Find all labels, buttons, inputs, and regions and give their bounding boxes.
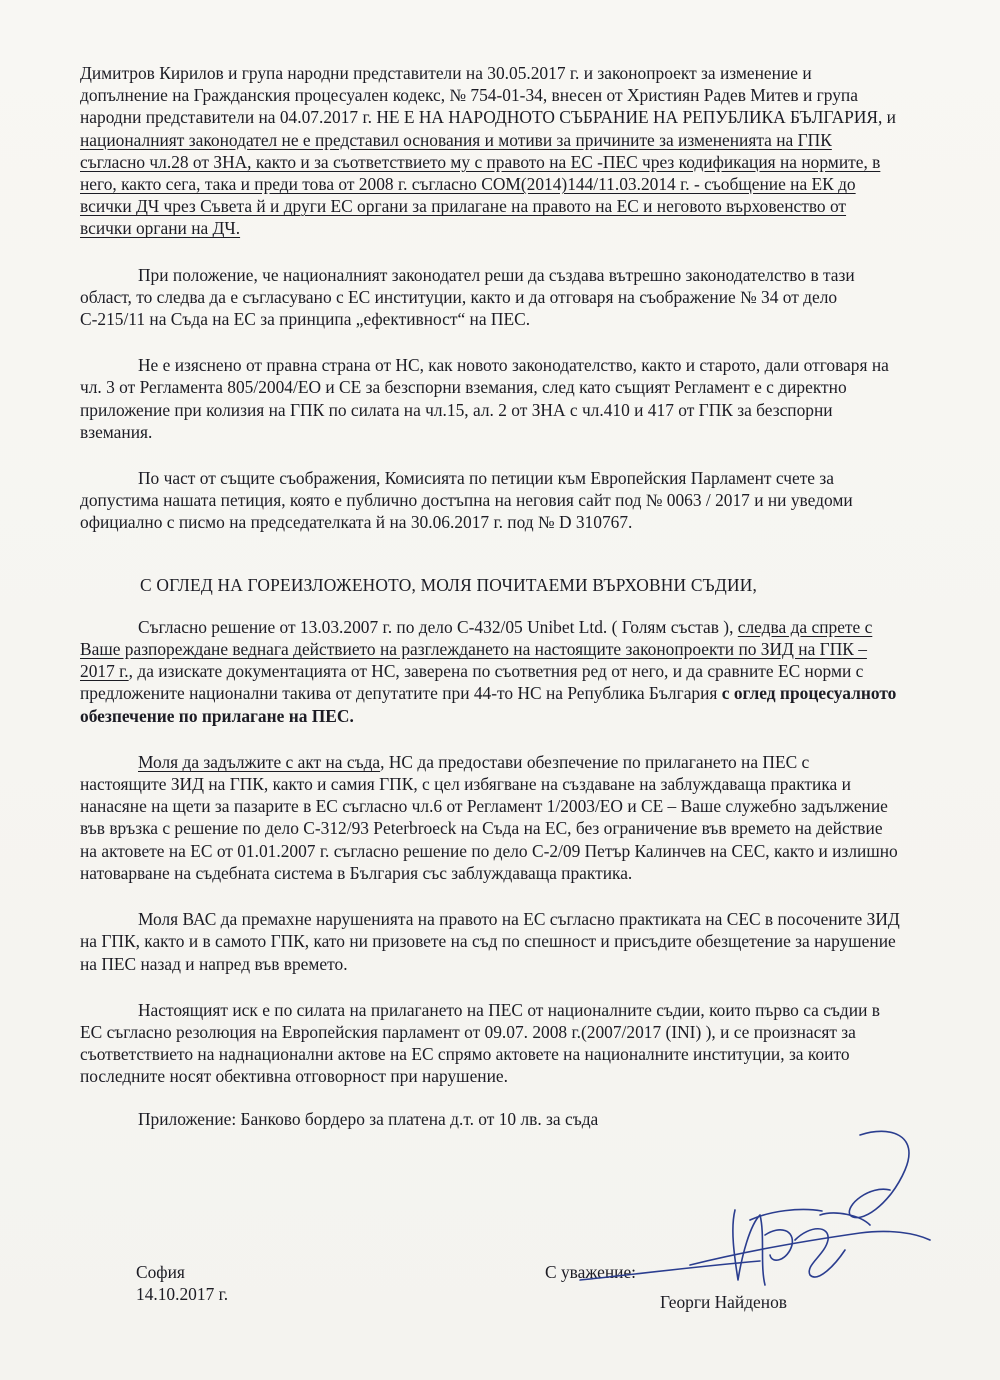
paragraph-5-text: Съгласно решение от 13.03.2007 г. по дело С-432/05 Unibet Ltd. ( Голям състав ),: [138, 616, 738, 637]
paragraph-2: При положение, че националният законодател реши да създава вътрешно законодателство в тази област, то следва да е съгласувано с ЕС институции, както и да отговаря на съображение № 34 от дело С-215/11 на Съда на ЕС за принципа „ефективност“ на ПЕС.: [80, 264, 855, 330]
handwritten-signature: [560, 1115, 940, 1315]
city: София: [136, 1262, 185, 1282]
paragraph-3: Не е изяснено от правна страна от НС, как новото законодателство, както и старото, дали отговаря на чл. 3 от Регламента 805/2004/ЕО и СЕ за безспорни вземания, след като същият Регламент е с директно приложение при колизия на ГПК по силата на чл.15, ал. 2 от ЗНА с чл.410 и 417 от ГПК за безспорни вземания.: [80, 355, 889, 442]
request-heading: С ОГЛЕД НА ГОРЕИЗЛОЖЕНОТО, МОЛЯ ПОЧИТАЕМИ ВЪРХОВНИ СЪДИИ,: [140, 574, 758, 595]
paragraph-1-underlined: националният законодател не е представил основания и мотиви за причините за измененията на ГПК съгласно чл.28 от ЗНА, както и за съответствието му с правото на ЕС -ПЕС чрез кодификация на нормите, в него, както сега, така и преди това от 2008 г. съгласно COM(2014)144/11.03.2014 г. - съобщение на ЕК до всички ДЧ чрез Съвета й и други ЕС органи за прилагане на правото на ЕС и неговото върховенство от всички органи на ДЧ.: [80, 129, 881, 239]
document-body: [80, 62, 900, 1130]
paragraph-6-text: , НС да предостави обезпечение по прилагането на ПЕС с настоящите ЗИД на ГПК, както и самия ГПК, с цел избягване на създаване на заблуждаваща практика и нанасяне на щети за пазарите в ЕС съгласно чл.6 от Регламент 1/2003/ЕО и СЕ – Ваше служебно задължение във връзка с решение по дело С-312/93 Peterbroeck на Съда на ЕС, без ограничение във времето на действие на актовете на ЕС от 01.01.2007 г. съгласно решение по дело С-2/09 Петър Калинчев на СЕС, както и излишно натоварване на съдебната система в България със заблуждаваща практика.: [80, 751, 898, 883]
paragraph-5-text-2: , да изискате документацията от НС, заверена по съответния ред от него, и да сравните ЕС норми с предложените национални такива от депутатите при 44-то НС на Република България: [80, 661, 864, 704]
paragraph-5: [80, 616, 900, 727]
paragraph-6: [80, 751, 900, 884]
attachment-line: Приложение: Банково бордеро за платена д.т. от 10 лв. за съда: [138, 1108, 599, 1129]
paragraph-4: По част от същите съображения, Комисията по петиции към Европейския Парламент счете за допустима нашата петиция, която е публично достъпна на неговия сайт под № 0063 / 2017 и ни уведоми официално с писмо на председателката й на 30.06.2017 г. под № D 310767.: [80, 468, 853, 533]
paragraph-1: [80, 62, 900, 240]
regards: С уважение:: [545, 1262, 637, 1282]
paragraph-5-bold: с оглед процесуалното обезпечение по прилагане на ПЕС.: [80, 683, 897, 726]
date: 14.10.2017 г.: [136, 1284, 229, 1304]
paragraph-7: Моля ВАС да премахне нарушенията на правото на ЕС съгласно практиката на СЕС в посочените ЗИД на ГПК, както и в самото ГПК, като ни призовете на съд по спешност и присъдите обезщетение за нарушение на ПЕС назад и напред във времето.: [80, 909, 900, 974]
paragraph-1-text: Димитров Кирилов и група народни представители на 30.05.2017 г. и законопроект за изменение и допълнение на Гражданския процесуален кодекс, № 754-01-34, внесен от Християн Радев Митев и група народни представители на 04.07.2017 г. НЕ Е НА НАРОДНОТО СЪБРАНИЕ НА РЕПУБЛИКА БЪЛГАРИЯ, и: [80, 63, 896, 128]
paragraph-5-underlined: следва да спрете с Ваше разпореждане веднага действието на разглеждането на настоящите законопроекти по ЗИД на ГПК – 2017 г.: [80, 616, 873, 682]
signer-name: Георги Найденов: [660, 1292, 787, 1312]
paragraph-6-underlined: Моля да задължите с акт на съда: [138, 751, 381, 772]
paragraph-8: Настоящият иск е по силата на прилагането на ПЕС от националните съдии, които първо са съдии в ЕС съгласно резолюция на Европейския парламент от 09.07. 2008 г.(2007/2017 (INI) ), и се произнасят за съответствието на наднационални актове на ЕС спрямо актовете на националните институции, за които последните носят обективна отговорност при нарушение.: [80, 999, 880, 1087]
